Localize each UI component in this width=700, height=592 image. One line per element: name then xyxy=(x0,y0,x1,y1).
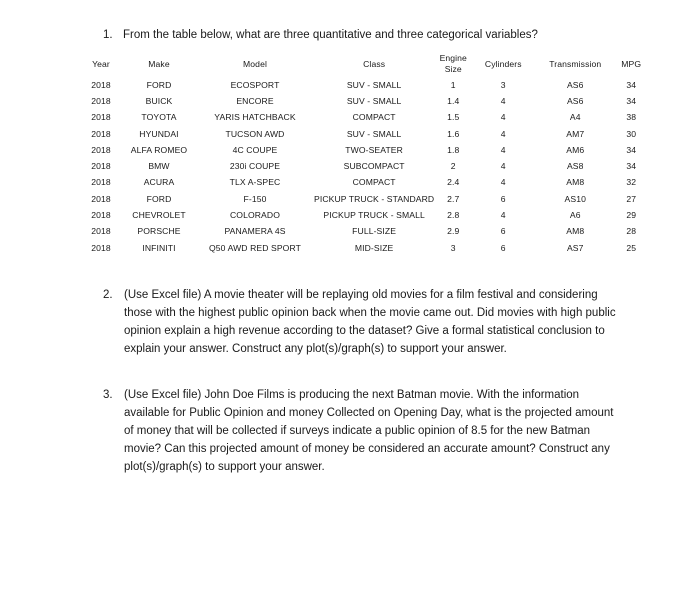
cell-mpg: 38 xyxy=(626,112,637,123)
table-header-row xyxy=(80,51,646,77)
question-2-text: (Use Excel file) A movie theater will be replaying old movies for a film festival and considering those with the highest public opinion back when the movie came out. Did movies with high public opinion explain a high revenue according to the dataset? Give a formal statistical conclusion to explain your answer. Construct any plot(s)/graph(s) to support your answer. xyxy=(124,289,616,355)
cell-cylinders: 4 xyxy=(500,210,506,221)
cell-make: CHEVROLET xyxy=(132,210,186,221)
cell-mpg: 27 xyxy=(626,193,637,204)
cell-year: 2018 xyxy=(91,79,111,90)
cell-mpg: 34 xyxy=(626,161,637,172)
cell-transmission: AS8 xyxy=(566,161,584,172)
cell-make: HYUNDAI xyxy=(139,128,179,139)
cell-model: Q50 AWD RED SPORT xyxy=(209,242,301,253)
cell-make: FORD xyxy=(146,79,172,90)
cell-transmission: AS7 xyxy=(566,242,584,253)
cell-class: PICKUP TRUCK - SMALL xyxy=(323,210,425,221)
cell-class: SUBCOMPACT xyxy=(343,161,405,172)
table-row xyxy=(80,175,646,191)
cell-model: ECOSPORT xyxy=(230,79,280,90)
table-row xyxy=(80,77,646,93)
cell-make: BUICK xyxy=(145,95,173,106)
cell-year: 2018 xyxy=(91,226,111,237)
cell-cylinders: 6 xyxy=(500,226,506,237)
cell-engine-size: 1 xyxy=(450,79,456,90)
cell-engine-size: 2.9 xyxy=(447,226,460,237)
cell-cylinders: 4 xyxy=(500,177,506,188)
cell-engine-size: 2.8 xyxy=(447,210,460,221)
cell-model: TUCSON AWD xyxy=(225,128,285,139)
cell-year: 2018 xyxy=(91,144,111,155)
table-row xyxy=(80,126,646,142)
cell-year: 2018 xyxy=(91,210,111,221)
question-2-number: 2. xyxy=(103,289,113,301)
cell-mpg: 29 xyxy=(626,210,637,221)
table-row xyxy=(80,191,646,207)
cell-class: COMPACT xyxy=(352,112,396,123)
cell-cylinders: 4 xyxy=(500,144,506,155)
cell-make: ALFA ROMEO xyxy=(130,144,188,155)
table-row xyxy=(80,93,646,109)
table-row xyxy=(80,110,646,126)
cell-engine-size: 1.6 xyxy=(447,128,460,139)
cell-class: SUV - SMALL xyxy=(346,128,402,139)
cell-cylinders: 6 xyxy=(500,242,506,253)
question-1-number: 1. xyxy=(103,29,113,41)
cell-model: COLORADO xyxy=(230,210,280,221)
cell-model: 4C COUPE xyxy=(232,144,278,155)
cell-engine-size: 3 xyxy=(450,242,456,253)
cell-engine-size: 2 xyxy=(450,161,456,172)
table-row xyxy=(80,207,646,223)
cell-mpg: 34 xyxy=(626,144,637,155)
cell-model: ENCORE xyxy=(236,95,274,106)
cell-cylinders: 4 xyxy=(500,112,506,123)
cell-model: YARIS HATCHBACK xyxy=(214,112,296,123)
header-class: Class xyxy=(363,58,386,69)
cell-transmission: AS6 xyxy=(566,95,584,106)
cell-year: 2018 xyxy=(91,112,111,123)
cell-model: F-150 xyxy=(243,193,267,204)
cell-engine-size: 2.4 xyxy=(447,177,460,188)
cell-year: 2018 xyxy=(91,161,111,172)
header-cylinders: Cylinders xyxy=(484,58,522,69)
question-3-text: (Use Excel file) John Doe Films is producing the next Batman movie. With the information available for Public Opinion and money Collected on Opening Day, what is the projected amount of money that will be collected if surveys indicate a public opinion of 8.5 for the new Batman movie? Can this projected amount of money be considered an accurate amount? Construct any plot(s)/graph(s) to support your answer. xyxy=(124,389,614,473)
question-3 xyxy=(103,386,623,476)
cell-model: 230i COUPE xyxy=(229,161,281,172)
cell-transmission: AM8 xyxy=(566,226,585,237)
cell-cylinders: 3 xyxy=(500,79,506,90)
cell-class: FULL-SIZE xyxy=(352,226,397,237)
cell-cylinders: 4 xyxy=(500,95,506,106)
header-model: Model xyxy=(243,58,267,69)
cell-class: PICKUP TRUCK - STANDARD xyxy=(314,193,435,204)
cell-class: MID-SIZE xyxy=(354,242,394,253)
cell-transmission: AM8 xyxy=(566,177,585,188)
cell-make: TOYOTA xyxy=(141,112,177,123)
cell-cylinders: 4 xyxy=(500,128,506,139)
cell-cylinders: 4 xyxy=(500,161,506,172)
table-row xyxy=(80,142,646,158)
cell-transmission: AS6 xyxy=(566,79,584,90)
cell-transmission: AS10 xyxy=(564,193,586,204)
cell-model: TLX A-SPEC xyxy=(229,177,281,188)
table-row xyxy=(80,224,646,240)
cell-transmission: A6 xyxy=(569,210,581,221)
vehicle-data-table xyxy=(80,51,646,256)
cell-year: 2018 xyxy=(91,128,111,139)
header-year: Year xyxy=(92,58,110,69)
cell-mpg: 30 xyxy=(626,128,637,139)
table-row xyxy=(80,240,646,256)
table-row xyxy=(80,158,646,174)
cell-year: 2018 xyxy=(91,242,111,253)
cell-year: 2018 xyxy=(91,193,111,204)
cell-transmission: AM6 xyxy=(566,144,585,155)
question-3-number: 3. xyxy=(103,389,113,401)
cell-engine-size: 1.8 xyxy=(447,144,460,155)
cell-class: SUV - SMALL xyxy=(346,79,402,90)
cell-mpg: 28 xyxy=(626,226,637,237)
cell-make: BMW xyxy=(148,161,170,172)
cell-year: 2018 xyxy=(91,177,111,188)
cell-transmission: A4 xyxy=(569,112,581,123)
cell-make: FORD xyxy=(146,193,172,204)
cell-year: 2018 xyxy=(91,95,111,106)
cell-mpg: 25 xyxy=(626,242,637,253)
cell-mpg: 34 xyxy=(626,79,637,90)
cell-mpg: 32 xyxy=(626,177,637,188)
header-make: Make xyxy=(148,58,170,69)
question-2 xyxy=(103,286,623,358)
cell-engine-size: 2.7 xyxy=(447,193,460,204)
cell-engine-size: 1.5 xyxy=(447,112,460,123)
cell-class: SUV - SMALL xyxy=(346,95,402,106)
cell-model: PANAMERA 4S xyxy=(224,226,286,237)
cell-transmission: AM7 xyxy=(566,128,585,139)
cell-engine-size: 1.4 xyxy=(447,95,460,106)
header-mpg: MPG xyxy=(621,58,642,69)
cell-class: COMPACT xyxy=(352,177,396,188)
header-engine-size: Engine Size xyxy=(439,53,467,74)
cell-make: PORSCHE xyxy=(137,226,181,237)
cell-mpg: 34 xyxy=(626,95,637,106)
cell-class: TWO-SEATER xyxy=(345,144,403,155)
question-1-text: From the table below, what are three quantitative and three categorical variables? xyxy=(123,29,538,41)
cell-make: ACURA xyxy=(143,177,175,188)
header-transmission: Transmission xyxy=(549,58,602,69)
question-1 xyxy=(103,26,623,44)
cell-make: INFINITI xyxy=(142,242,176,253)
cell-cylinders: 6 xyxy=(500,193,506,204)
